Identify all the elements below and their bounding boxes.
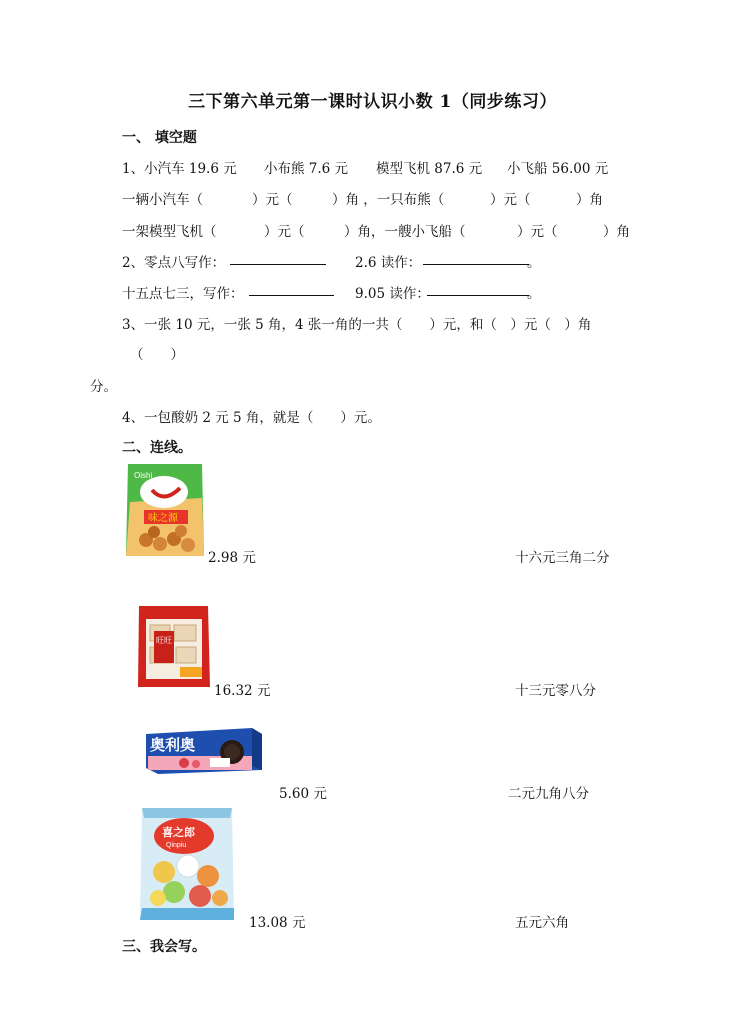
match-right-3: 二元九角八分 — [508, 786, 589, 802]
match-left-4: 13.08 元 — [249, 915, 306, 931]
q4-text: 4、一包酸奶 2 元 5 角，就是（ ）元。 — [122, 410, 381, 426]
jelly-brand-text: 喜之郎 — [162, 826, 195, 839]
section-1-heading: 一、 填空题 — [122, 130, 197, 146]
q2-b-end: 。 — [527, 255, 541, 271]
q2-c-blank[interactable] — [249, 282, 334, 296]
q1-row3-part2: ）元（ — [264, 224, 305, 240]
match-right-1: 十六元三角二分 — [515, 550, 610, 566]
q2-c-label: 十五点七三，写作： — [122, 286, 244, 302]
q3-end: 分。 — [90, 379, 117, 395]
peanut-logo-text: Oishi — [134, 471, 153, 480]
q1-row2-part3: ）角 ，一只布熊（ — [332, 192, 445, 208]
section-2-heading: 二、连线。 — [122, 440, 192, 456]
peanut-brand-text: 味之源 — [148, 513, 178, 524]
match-left-2: 16.32 元 — [214, 683, 271, 699]
oreo-box-image — [144, 726, 264, 776]
q2-a-label: 2、零点八写作： — [122, 255, 226, 271]
cracker-brand-text: 旺旺 — [156, 636, 172, 645]
jelly-sub-text: Qinpiu — [166, 842, 187, 849]
oreo-brand-text: 奥利奥 — [150, 736, 196, 754]
q1-row2-part4: ）元（ — [490, 192, 531, 208]
match-left-3: 5.60 元 — [279, 786, 327, 802]
q2-d-end: 。 — [527, 286, 541, 302]
match-left-1: 2.98 元 — [208, 550, 256, 566]
jelly-bag-image — [138, 804, 236, 922]
q2-d-label: 9.05 读作： — [355, 286, 430, 302]
q1-row2-part2: ）元（ — [252, 192, 293, 208]
q1-row3-part4: ）元（ — [517, 224, 558, 240]
q3-cont: （ ） — [130, 347, 184, 363]
q1-price-ship: 小飞船 56.00 元 — [507, 161, 609, 177]
q2-a-blank[interactable] — [230, 251, 326, 265]
rice-cracker-image — [136, 603, 212, 689]
q1-price-car: 1、小汽车 19.6 元 — [122, 161, 237, 177]
q1-row3-part1: 一架模型飞机（ — [122, 224, 217, 240]
q1-row3-part5: ）角 — [603, 224, 630, 240]
peanut-snack-image — [124, 462, 208, 558]
q2-d-blank[interactable] — [427, 282, 529, 296]
match-right-4: 五元六角 — [515, 915, 569, 931]
q3-text: 3、一张 10 元，一张 5 角，4 张一角的一共（ ）元，和（ ）元（ ）角 — [122, 317, 592, 333]
q2-b-blank[interactable] — [423, 251, 529, 265]
q1-row2-part5: ）角 — [576, 192, 603, 208]
q1-row3-part3: ）角，一艘小飞船（ — [344, 224, 466, 240]
page-title: 三下第六单元第一课时认识小数 1（同步练习） — [188, 92, 557, 112]
q1-price-bear: 小布熊 7.6 元 — [264, 161, 349, 177]
section-3-heading: 三、我会写。 — [122, 939, 206, 955]
q1-row2-part1: 一辆小汽车（ — [122, 192, 203, 208]
q1-price-plane: 模型飞机 87.6 元 — [376, 161, 483, 177]
q2-b-label: 2.6 读作： — [355, 255, 422, 271]
match-right-2: 十三元零八分 — [515, 683, 596, 699]
